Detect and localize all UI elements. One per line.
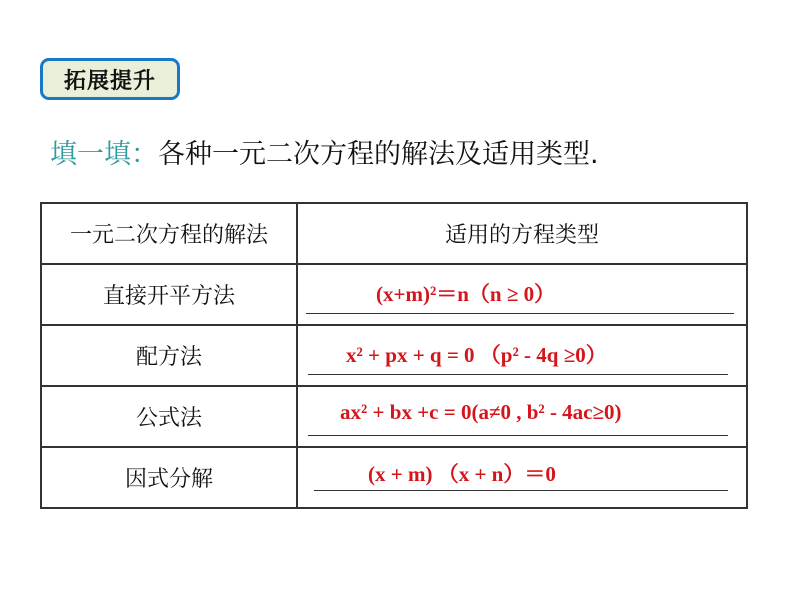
answer-cell (297, 325, 747, 386)
answer-underline (308, 374, 728, 375)
answer-text: (x + m) （x + n）＝0 (368, 462, 556, 486)
answer-text: (x+m)²＝n（n ≥ 0） (376, 282, 556, 306)
method-cell: 直接开平方法 (41, 264, 297, 325)
intro-lead: 填一填： (50, 139, 158, 170)
answer-underline (306, 313, 734, 314)
method-cell: 公式法 (41, 386, 297, 447)
table-row (41, 264, 747, 325)
table-row (41, 325, 747, 386)
section-badge: 拓展提升 (40, 58, 180, 100)
answer-underline (308, 435, 728, 436)
answer-cell (297, 264, 747, 325)
intro-text: 各种一元二次方程的解法及适用类型. (158, 139, 599, 170)
answer-underline (314, 490, 728, 491)
answer-text: ax² + bx +c = 0(a≠0 , b² - 4ac≥0) (340, 400, 622, 424)
table-row (41, 447, 747, 508)
table-row (41, 386, 747, 447)
header-method: 一元二次方程的解法 (41, 203, 297, 264)
header-type: 适用的方程类型 (297, 203, 747, 264)
intro-line (50, 132, 599, 171)
answer-text: x² + px + q = 0 （p² - 4q ≥0） (346, 343, 607, 367)
answer-cell (297, 386, 747, 447)
table-header-row (41, 203, 747, 264)
method-cell: 因式分解 (41, 447, 297, 508)
answer-cell (297, 447, 747, 508)
methods-table (40, 202, 748, 509)
method-cell: 配方法 (41, 325, 297, 386)
